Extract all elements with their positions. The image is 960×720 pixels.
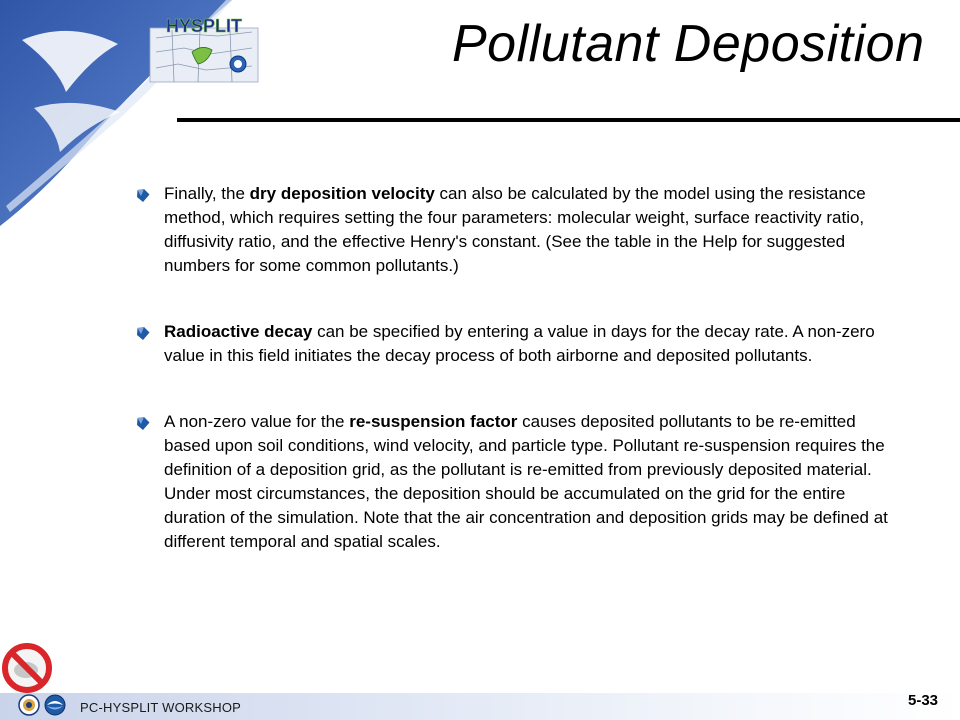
noaa-seal-icon — [44, 694, 66, 716]
title-divider — [177, 118, 960, 122]
no-entry-icon — [0, 640, 56, 696]
bullet-text-before: A non-zero value for the — [164, 412, 350, 431]
footer-workshop-label: PC-HYSPLIT WORKSHOP — [80, 700, 242, 715]
bullet-item — [136, 410, 896, 554]
bullet-list — [136, 182, 896, 554]
bullet-text-after: can also be calculated by the model using the resistance method, which requires setting the four parameters: molecular weight, surface reactivity ratio, diffusivity ratio, and the effective Henry's constant. (See the table in the Help for suggested numbers for some common pollutants.) — [164, 184, 866, 275]
doc-seal-icon — [18, 694, 40, 716]
bullet-item — [136, 182, 896, 278]
bullet-bold-term: dry deposition velocity — [249, 184, 435, 203]
hysplit-logo-text: HYSPLIT — [165, 16, 243, 36]
bullet-text-before: Finally, the — [164, 184, 250, 203]
bullet-icon — [136, 188, 151, 203]
slide-title: Pollutant Deposition — [452, 15, 925, 73]
bullet-text-after: can be specified by entering a value in days for the decay rate. A non-zero value in this field initiates the decay process of both airborne and deposited pollutants. — [164, 322, 875, 365]
bullet-icon — [136, 326, 151, 341]
page-number: 5-33 — [908, 692, 939, 709]
bullet-bold-term: re-suspension factor — [349, 412, 518, 431]
bullet-text-after: causes deposited pollutants to be re-emitted based upon soil conditions, wind velocity, and particle type. Pollutant re-suspension requires the definition of a deposition grid, as the pollutant is re-emitted from previously deposited material. Under most circumstances, the deposition should be accumulated on the grid for the entire duration of the simulation. Note that the air concentration and deposition grids may be defined at different temporal and spatial scales. — [164, 412, 888, 551]
hysplit-logo-icon — [148, 12, 260, 84]
bullet-bold-term: Radioactive decay — [164, 322, 313, 341]
bullet-icon — [136, 416, 151, 431]
bullet-item — [136, 320, 896, 368]
